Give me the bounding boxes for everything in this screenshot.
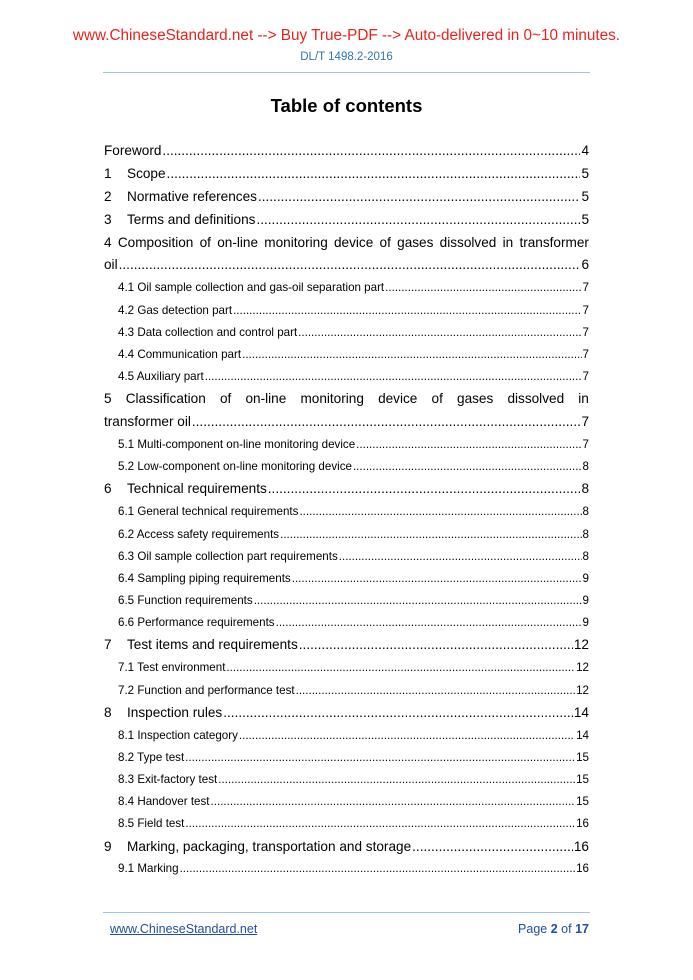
- toc-entry-page: 9: [582, 594, 589, 608]
- toc-entry-page: 5: [581, 188, 589, 204]
- toc-entry-page: 5: [581, 165, 589, 181]
- toc-entry-1[interactable]: [104, 163, 589, 186]
- toc-entry-8-5[interactable]: [104, 813, 589, 835]
- dot-leader: [299, 501, 581, 523]
- toc-entry-4-1[interactable]: [104, 277, 589, 299]
- toc-entry-word: of: [379, 234, 391, 250]
- page-of: of: [561, 922, 572, 936]
- toc-entry-7-2[interactable]: [104, 680, 589, 702]
- footer-divider: [103, 912, 590, 913]
- total-pages: 17: [575, 922, 589, 936]
- toc-entry-page: 6: [581, 257, 589, 273]
- dot-leader: [299, 634, 573, 657]
- dot-leader: [162, 140, 580, 163]
- dot-leader: [256, 209, 580, 232]
- toc-entry-8-2[interactable]: [104, 747, 589, 769]
- toc-entry-4[interactable]: [104, 232, 589, 255]
- page-title: Table of contents: [270, 95, 423, 116]
- toc-entry-5-1[interactable]: [104, 434, 589, 456]
- toc-entry-page: 8: [582, 505, 589, 519]
- toc-entry-page: 8: [582, 549, 589, 563]
- toc-entry-page: 14: [573, 704, 589, 720]
- toc-entry-label: 9.1 Marking: [118, 862, 179, 876]
- dot-leader: [276, 612, 582, 634]
- toc-entry-page: 7: [582, 438, 589, 452]
- toc-entry-page: 12: [576, 683, 589, 697]
- toc-entry-label: 6.6 Performance requirements: [118, 616, 275, 630]
- toc-entry-5-2[interactable]: [104, 456, 589, 478]
- dot-leader: [356, 434, 581, 456]
- toc-entry-label: 7.2 Function and performance test: [118, 683, 295, 697]
- toc-entry-page: 12: [573, 637, 589, 653]
- dot-leader: [185, 747, 575, 769]
- toc-entry-word: on-line: [245, 391, 287, 407]
- toc-entry-3[interactable]: [104, 209, 589, 232]
- toc-entry-9-1[interactable]: [104, 858, 589, 880]
- toc-entry-8[interactable]: [104, 702, 589, 725]
- footer-website-link[interactable]: www.ChineseStandard.net: [110, 922, 258, 936]
- toc-entry-6-4[interactable]: [104, 568, 589, 590]
- toc-entry-number: 9: [104, 838, 112, 854]
- dot-leader: [185, 813, 575, 835]
- toc-entry-label: 6.1 General technical requirements: [118, 505, 299, 519]
- toc-entry-number: 3: [104, 211, 112, 227]
- toc-entry-label: Inspection rules: [127, 704, 223, 720]
- toc-entry-number: 5: [104, 391, 112, 407]
- toc-entry-label: 7.1 Test environment: [118, 661, 226, 675]
- dot-leader: [268, 478, 581, 501]
- toc-entry-label: 4.3 Data collection and control part: [118, 325, 298, 339]
- toc-entry-label: 6.4 Sampling piping requirements: [118, 571, 291, 585]
- toc-entry-word: device: [334, 234, 374, 250]
- toc-entry-word: monitoring: [300, 391, 364, 407]
- toc-entry-word: on-line: [217, 234, 259, 250]
- toc-entry-page: 7: [582, 303, 589, 317]
- dot-leader: [167, 163, 581, 186]
- toc-entry-number: 8: [104, 704, 112, 720]
- dot-leader: [280, 524, 581, 546]
- toc-entry-page: 15: [576, 750, 589, 764]
- toc-entry-label: 8.3 Exit-factory test: [118, 772, 218, 786]
- toc-entry-page: 16: [576, 862, 589, 876]
- toc-entry-word: monitoring: [264, 234, 328, 250]
- current-page: 2: [550, 922, 558, 936]
- toc-entry-word: Classification: [125, 391, 206, 407]
- dot-leader: [239, 725, 575, 747]
- toc-entry-number: 4: [104, 234, 112, 250]
- toc-entry-word: device: [378, 391, 418, 407]
- toc-entry-2[interactable]: [104, 186, 589, 209]
- toc-entry-page: 5: [581, 211, 589, 227]
- toc-entry-page: 15: [576, 795, 589, 809]
- toc-entry-label: 8.4 Handover test: [118, 795, 210, 809]
- header-banner[interactable]: www.ChineseStandard.net --> Buy True-PDF --> Auto-delivered in 0~10 minutes.: [72, 27, 621, 44]
- toc-entry-7-1[interactable]: [104, 657, 589, 679]
- toc-entry-label: 6.3 Oil sample collection part requirements: [118, 549, 338, 563]
- toc-entry-label: 8.2 Type test: [118, 750, 185, 764]
- toc-entry-8-4[interactable]: [104, 791, 589, 813]
- toc-entry-label: Test items and requirements: [127, 637, 298, 653]
- dot-leader: [296, 680, 576, 702]
- toc-entry-9[interactable]: [104, 836, 589, 859]
- dot-leader: [192, 411, 581, 434]
- toc-entry-label: 8.1 Inspection category: [118, 728, 238, 742]
- toc-entry-word: in: [502, 234, 514, 250]
- toc-entry-word: dissolved: [439, 234, 497, 250]
- toc-entry-page: 16: [573, 838, 589, 854]
- toc-entry-5[interactable]: [104, 388, 589, 411]
- header-divider: [103, 72, 590, 73]
- dot-leader: [242, 344, 581, 366]
- toc-entry-number: 7: [104, 637, 112, 653]
- toc-entry-7[interactable]: [104, 634, 589, 657]
- toc-entry-label: 4.1 Oil sample collection and gas-oil separation part: [118, 281, 385, 295]
- toc-entry-5-continued[interactable]: [104, 411, 589, 434]
- dot-leader: [298, 322, 581, 344]
- dot-leader: [119, 254, 581, 277]
- toc-entry-foreword[interactable]: [104, 140, 589, 163]
- dot-leader: [233, 300, 581, 322]
- dot-leader: [223, 702, 573, 725]
- toc-entry-label: 6.5 Function requirements: [118, 594, 253, 608]
- toc-entry-page: 15: [576, 772, 589, 786]
- toc-entry-label: 8.5 Field test: [118, 817, 185, 831]
- toc-entry-page: 9: [582, 571, 589, 585]
- toc-entry-label: Terms and definitions: [127, 211, 256, 227]
- toc-entry-label: Scope: [127, 165, 166, 181]
- toc-entry-label: Normative references: [127, 188, 257, 204]
- toc-entry-6[interactable]: [104, 478, 589, 501]
- toc-entry-page: 16: [576, 817, 589, 831]
- toc-entry-label: Marking, packaging, transportation and storage: [127, 838, 412, 854]
- page-prefix: Page: [518, 922, 548, 936]
- dot-leader: [412, 836, 573, 859]
- page-number: [518, 922, 589, 936]
- toc-entry-word: of: [199, 234, 211, 250]
- toc-entry-word: dissolved: [507, 391, 565, 407]
- toc-entry-label: 6.2 Access safety requirements: [118, 527, 280, 541]
- toc-entry-label: 4.2 Gas detection part: [118, 303, 233, 317]
- toc-entry-word: of: [219, 391, 232, 407]
- toc-entry-page: 12: [576, 661, 589, 675]
- dot-leader: [226, 657, 575, 679]
- toc-entry-4-continued[interactable]: [104, 254, 589, 277]
- toc-entry-word: gases: [457, 391, 494, 407]
- toc-entry-6-6[interactable]: [104, 612, 589, 634]
- dot-leader: [339, 546, 582, 568]
- toc-entry-4-3[interactable]: [104, 322, 589, 344]
- toc-entry-label: Technical requirements: [127, 481, 267, 497]
- toc-entry-page: 7: [582, 325, 589, 339]
- toc-entry-number: 6: [104, 481, 112, 497]
- toc-entry-page: 7: [582, 281, 589, 295]
- toc-entry-word: of: [431, 391, 443, 407]
- toc-entry-page: 7: [582, 347, 589, 361]
- toc-entry-label: transformer oil: [104, 414, 191, 430]
- dot-leader: [258, 186, 580, 209]
- toc-entry-word: gases: [397, 234, 434, 250]
- toc-entry-page: 8: [582, 460, 589, 474]
- dot-leader: [218, 769, 575, 791]
- toc-entry-label: Foreword: [104, 142, 162, 158]
- toc-entry-6-1[interactable]: [104, 501, 589, 523]
- toc-entry-label: 5.2 Low-component on-line monitoring device: [118, 460, 352, 474]
- toc-entry-4-4[interactable]: [104, 344, 589, 366]
- toc-entry-6-3[interactable]: [104, 546, 589, 568]
- dot-leader: [385, 277, 581, 299]
- toc-entry-8-3[interactable]: [104, 769, 589, 791]
- toc-entry-6-2[interactable]: [104, 524, 589, 546]
- dot-leader: [211, 791, 576, 813]
- toc-entry-4-5[interactable]: [104, 366, 589, 388]
- toc-entry-label: 4.4 Communication part: [118, 347, 242, 361]
- dot-leader: [180, 858, 576, 880]
- toc-entry-word: Composition: [117, 234, 194, 250]
- toc-entry-number: 2: [104, 188, 112, 204]
- toc-entry-page: 9: [582, 616, 589, 630]
- table-of-contents: [104, 140, 589, 881]
- toc-entry-number: 1: [104, 165, 112, 181]
- dot-leader: [292, 568, 582, 590]
- toc-entry-page: 4: [581, 142, 589, 158]
- toc-entry-word: in: [578, 391, 589, 407]
- dot-leader: [205, 366, 582, 388]
- toc-entry-page: 8: [582, 527, 589, 541]
- toc-entry-label: oil: [104, 257, 118, 273]
- toc-entry-page: 8: [581, 481, 589, 497]
- toc-entry-label: 5.1 Multi-component on-line monitoring device: [118, 438, 356, 452]
- toc-entry-label: 4.5 Auxiliary part: [118, 370, 204, 384]
- toc-entry-4-2[interactable]: [104, 300, 589, 322]
- toc-entry-8-1[interactable]: [104, 725, 589, 747]
- dot-leader: [353, 456, 582, 478]
- toc-entry-page: 7: [581, 414, 589, 430]
- toc-entry-page: 14: [576, 728, 589, 742]
- document-id: DL/T 1498.2-2016: [300, 51, 393, 63]
- toc-entry-word: transformer: [519, 234, 589, 250]
- toc-entry-page: 7: [582, 370, 589, 384]
- toc-entry-6-5[interactable]: [104, 590, 589, 612]
- dot-leader: [254, 590, 582, 612]
